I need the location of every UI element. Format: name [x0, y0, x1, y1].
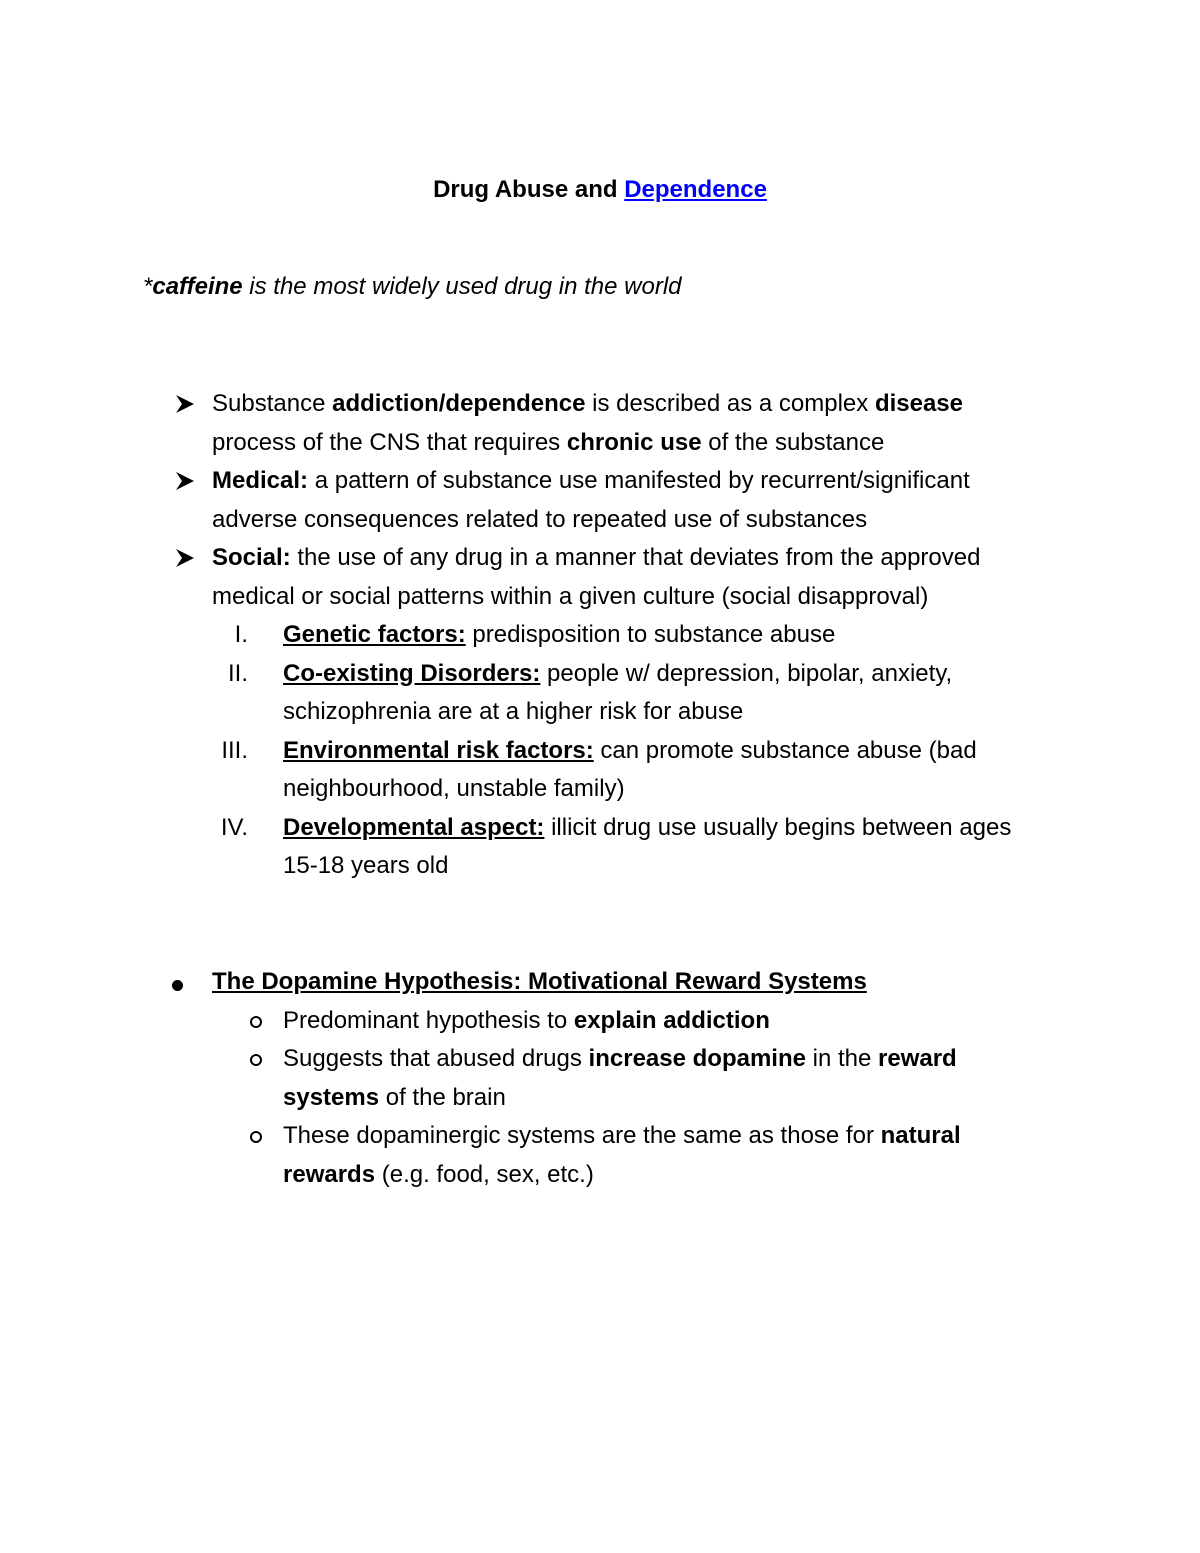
item-text: Suggests that abused drugs — [283, 1045, 589, 1072]
dopamine-section — [0, 963, 1200, 1194]
arrow-list-item — [0, 462, 1200, 539]
dopamine-heading — [0, 963, 1200, 1002]
item-text: a pattern of substance use manifested by recurrent/significant adverse consequences related to repeated use of substances — [212, 467, 970, 533]
item-text: Predominant hypothesis to — [283, 1006, 574, 1034]
roman-numeral: IV. — [220, 813, 248, 841]
roman-text: illicit drug use usually begins between ages 15-18 years old — [283, 813, 1012, 879]
item-bold: increase dopamine — [588, 1045, 806, 1072]
document-title — [0, 171, 1200, 209]
dopamine-list-item — [0, 1117, 1200, 1194]
item-text: (e.g. food, sex, etc.) — [375, 1160, 594, 1188]
hollow-circle-bullet-icon — [250, 1054, 262, 1066]
item-bold: chronic use — [566, 428, 702, 456]
note-star: * — [143, 273, 153, 300]
roman-label: Developmental aspect: — [283, 813, 545, 841]
item-bold: reward systems — [283, 1045, 957, 1111]
roman-list-item — [0, 655, 1200, 732]
roman-text: can promote substance abuse (bad neighbourhood, unstable family) — [283, 736, 977, 802]
hollow-circle-bullet-icon — [250, 1131, 262, 1143]
arrow-list-item — [0, 539, 1200, 616]
dopamine-list-item — [0, 1002, 1200, 1041]
title-text: Drug Abuse and — [433, 176, 618, 203]
arrowhead-bullet-icon — [174, 462, 196, 505]
item-text: is described as a complex — [585, 390, 875, 417]
item-text: of the substance — [701, 428, 885, 456]
roman-text: predisposition to substance abuse — [465, 621, 836, 648]
item-bold: natural rewards — [283, 1122, 961, 1188]
item-text: in the — [805, 1045, 879, 1072]
roman-numeral: I. — [234, 621, 248, 648]
arrowhead-bullet-icon — [174, 385, 196, 428]
dopamine-heading-text: The Dopamine Hypothesis: Motivational Reward Systems — [212, 968, 867, 995]
item-bold: explain addiction — [573, 1006, 770, 1034]
item-text: Substance — [212, 390, 333, 417]
arrowhead-bullet-icon — [174, 539, 196, 582]
roman-label: Genetic factors: — [283, 621, 466, 648]
roman-numeral: III. — [221, 736, 248, 764]
item-bold: Medical: — [212, 467, 309, 494]
roman-label: Co-existing Disorders: — [283, 659, 541, 687]
dopamine-list-item — [0, 1040, 1200, 1117]
dependence-link[interactable]: Dependence — [624, 176, 767, 203]
roman-list-item — [0, 616, 1200, 655]
item-bold: Social: — [212, 544, 291, 571]
caffeine-note — [143, 268, 682, 306]
roman-label: Environmental risk factors: — [283, 736, 594, 764]
item-bold: addiction/dependence — [332, 390, 586, 417]
item-text: of the brain — [379, 1083, 506, 1111]
item-bold: disease — [874, 390, 964, 417]
hollow-circle-bullet-icon — [250, 1016, 262, 1028]
roman-list-item — [0, 732, 1200, 809]
filled-circle-bullet-icon — [172, 980, 183, 991]
item-text: These dopaminergic systems are the same as those for — [283, 1122, 881, 1149]
item-text: the use of any drug in a manner that deviates from the approved medical or social patterns within a given culture (social disapproval) — [212, 544, 981, 610]
roman-list-item — [0, 809, 1200, 886]
roman-numeral: II. — [227, 659, 248, 687]
note-bold-term: caffeine — [152, 273, 243, 300]
note-text: is the most widely used drug in the world — [242, 273, 682, 300]
arrow-list-item — [0, 385, 1200, 462]
arrow-list — [0, 385, 1200, 886]
item-text: process of the CNS that requires — [212, 428, 567, 456]
roman-text: people w/ depression, bipolar, anxiety, schizophrenia are at a higher risk for abuse — [283, 659, 953, 725]
